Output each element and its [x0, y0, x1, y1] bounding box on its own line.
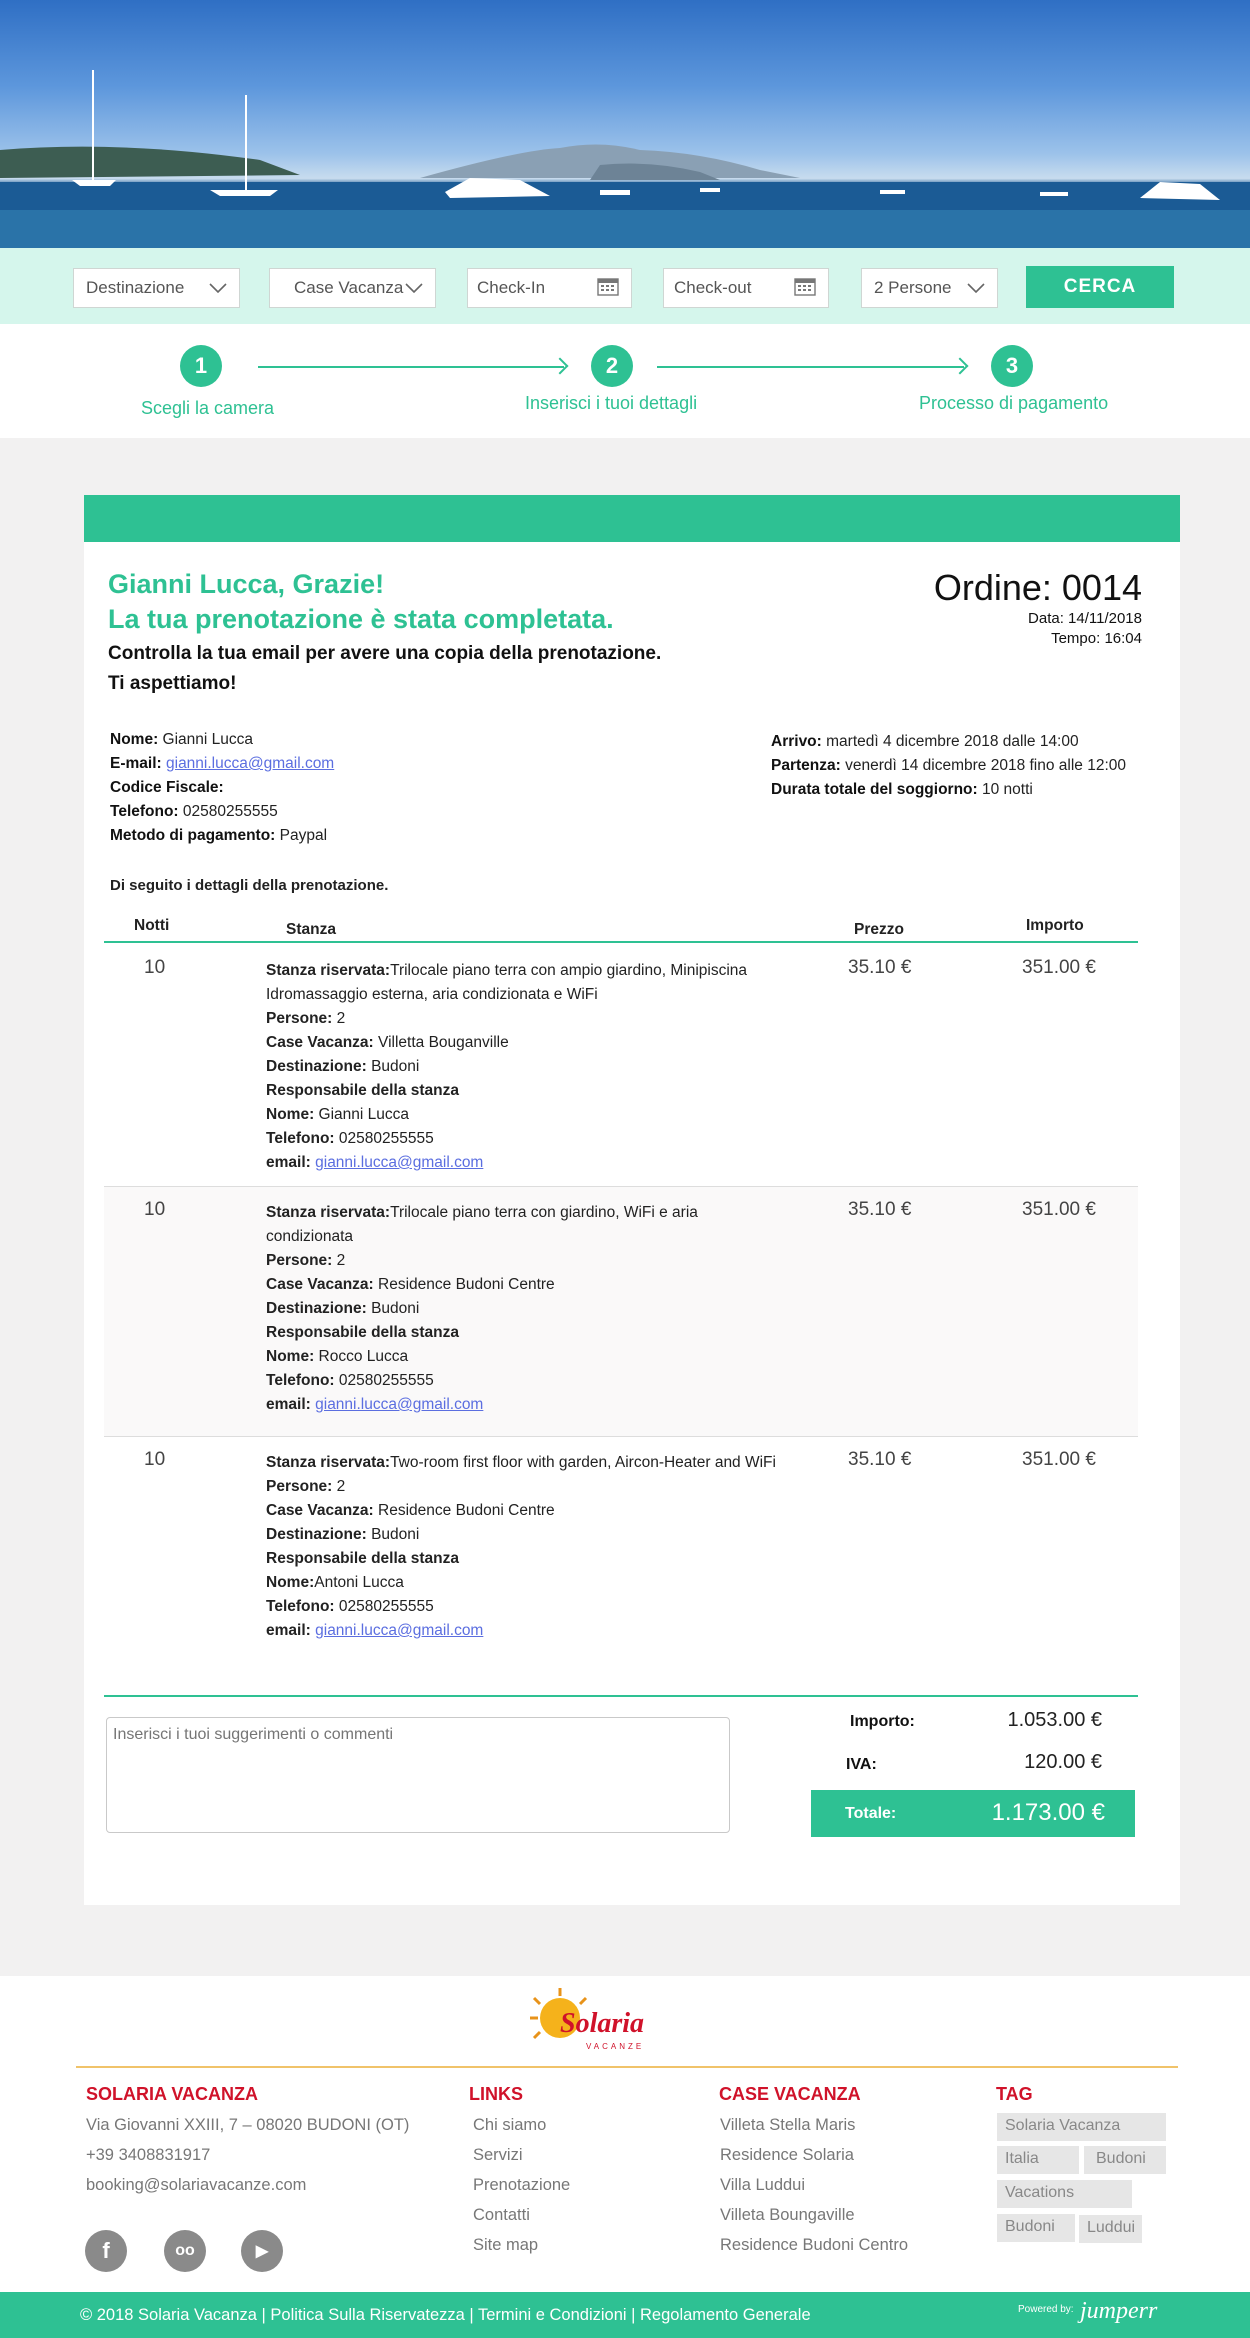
thanks-title: Gianni Lucca, Grazie!: [108, 569, 385, 599]
link-stella-maris[interactable]: Villeta Stella Maris: [720, 2116, 856, 2134]
tag-luddui[interactable]: Luddui: [1079, 2215, 1142, 2243]
link-budoni-centro[interactable]: Residence Budoni Centro: [720, 2236, 909, 2254]
chevron-down-icon: [967, 278, 985, 298]
arrival-date: martedì 4 dicembre 2018 dalle 14:00: [826, 733, 1079, 750]
col-importo: Importo: [1026, 917, 1084, 934]
row-importo: 351.00 €: [1022, 957, 1096, 978]
importo-label: Importo:: [850, 1713, 915, 1730]
link-contatti[interactable]: Contatti: [473, 2206, 530, 2224]
link-servizi[interactable]: Servizi: [473, 2146, 523, 2164]
case-vacanza-label: Case Vacanza: [294, 278, 404, 297]
step-1-circle: 1: [180, 345, 222, 387]
calendar-icon: [597, 276, 619, 301]
footer-col2-title: LINKS: [469, 2084, 523, 2104]
chevron-down-icon: [209, 278, 227, 298]
footer-links: [473, 2110, 570, 2260]
main-area: [0, 438, 1250, 1976]
table-row: [104, 1437, 1138, 1677]
tag-solaria-vacanza[interactable]: Solaria Vacanza: [997, 2113, 1166, 2141]
bottom-bar: [0, 2292, 1250, 2338]
beach-scene: [0, 0, 1250, 248]
importo-value: 1.053.00 €: [1007, 1709, 1102, 1731]
progress-steps: [0, 324, 1250, 438]
comments-textarea[interactable]: [106, 1717, 730, 1833]
destinazione-select[interactable]: [73, 268, 240, 308]
arrow-right-icon: [657, 366, 964, 368]
col-prezzo: Prezzo: [854, 921, 904, 938]
order-date: Data: 14/11/2018: [1028, 610, 1142, 627]
link-chi-siamo[interactable]: Chi siamo: [473, 2116, 547, 2134]
case-vacanza-select[interactable]: [269, 268, 436, 308]
stay-duration: 10 notti: [982, 781, 1033, 798]
table-row: [104, 945, 1138, 1187]
details-title: Di seguito i dettagli della prenotazione.: [110, 877, 389, 894]
totale-value: 1.173.00 €: [991, 1799, 1105, 1826]
row-description: Stanza riservata:Trilocale piano terra con giardino, WiFi e aria condizionata Persone: 2 Case Vacanza: Residence Budoni Centre Destinazione: Budoni Responsabile della stanza Nome: Rocco Lucca Telefono: 02580255555 email: gianni.lucca@gmail.com: [266, 1204, 698, 1413]
confirmation-card: [84, 495, 1180, 1905]
footer-contact: [86, 2110, 409, 2200]
link-boungaville[interactable]: Villeta Boungaville: [720, 2206, 855, 2224]
persone-select[interactable]: [861, 268, 998, 308]
persone-label: 2 Persone: [874, 278, 952, 297]
confirmation-title: [108, 567, 614, 637]
cerca-button[interactable]: CERCA: [1026, 266, 1174, 308]
row-prezzo: 35.10 €: [848, 957, 912, 978]
welcome-note: Ti aspettiamo!: [108, 673, 237, 694]
row-importo: 351.00 €: [1022, 1199, 1096, 1220]
calendar-icon: [794, 276, 816, 301]
destinazione-label: Destinazione: [86, 278, 185, 297]
departure-date: venerdì 14 dicembre 2018 fino alle 12:00: [845, 757, 1127, 774]
logo-subtext: VACANZE: [586, 2042, 645, 2051]
table-header: [104, 917, 1138, 943]
col-stanza: Stanza: [286, 921, 336, 938]
iva-value: 120.00 €: [1024, 1751, 1102, 1773]
room-email-link[interactable]: gianni.lucca@gmail.com: [315, 1622, 484, 1639]
tripadvisor-icon[interactable]: oo: [164, 2230, 206, 2272]
payment-method: Paypal: [279, 827, 328, 844]
checkin-input[interactable]: [467, 268, 632, 308]
row-notti: 10: [144, 1449, 166, 1470]
email[interactable]: booking@solariavacanze.com: [86, 2176, 307, 2194]
footer-divider: [76, 2066, 1178, 2068]
row-notti: 10: [144, 1199, 166, 1220]
footer-case-vacanza: [720, 2110, 908, 2260]
row-importo: 351.00 €: [1022, 1449, 1096, 1470]
copyright-links[interactable]: © 2018 Solaria Vacanza | Politica Sulla Riservatezza | Termini e Condizioni | Regolamento Generale: [80, 2305, 811, 2324]
guest-email-link[interactable]: gianni.lucca@gmail.com: [166, 755, 335, 772]
tag-vacations[interactable]: Vacations: [997, 2180, 1132, 2208]
order-info: [934, 567, 1142, 649]
step-2-label: Inserisci i tuoi dettagli: [525, 393, 698, 413]
guest-name: Gianni Lucca: [162, 731, 254, 748]
link-site-map[interactable]: Site map: [473, 2236, 539, 2254]
confirmation-subtitle: [108, 639, 661, 699]
stay-info: Arrivo: martedì 4 dicembre 2018 dalle 14:00 Partenza: venerdì 14 dicembre 2018 fino alle 12:00 Durata totale del soggiorno: 10 notti: [771, 733, 1127, 798]
footer-col3-title: CASE VACANZA: [719, 2084, 861, 2104]
codice-fiscale-label: Codice Fiscale:: [110, 779, 224, 796]
table-row: [104, 1187, 1138, 1437]
guest-phone: 02580255555: [182, 803, 278, 820]
address: Via Giovanni XXIII, 7 – 08020 BUDONI (OT): [86, 2116, 410, 2134]
order-time: Tempo: 16:04: [1051, 630, 1142, 647]
room-email-link[interactable]: gianni.lucca@gmail.com: [315, 1396, 484, 1413]
row-description: Stanza riservata:Two-room first floor with garden, Aircon-Heater and WiFi Persone: 2 Case Vacanza: Residence Budoni Centre Destinazione: Budoni Responsabile della stanza Nome:Antoni Lucca Telefono: 02580255555 email: gianni.lucca@gmail.com: [266, 1454, 776, 1639]
search-bar: [0, 248, 1250, 324]
tag-budoni-2[interactable]: Budoni: [997, 2214, 1075, 2242]
arrow-right-icon: [258, 366, 564, 368]
powered-by-label: Powered by:: [1018, 2304, 1074, 2315]
link-villa-luddui[interactable]: Villa Luddui: [720, 2176, 806, 2194]
totale-box: [811, 1790, 1135, 1837]
logo-text: Solaria: [560, 2008, 645, 2039]
tag-italia[interactable]: Italia: [997, 2146, 1079, 2174]
email-copy-note: Controlla la tua email per avere una copia della prenotazione.: [108, 643, 662, 664]
link-prenotazione[interactable]: Prenotazione: [473, 2176, 571, 2194]
step-3-circle: 3: [991, 345, 1033, 387]
tag-budoni[interactable]: Budoni: [1084, 2146, 1166, 2174]
table-divider: [104, 1695, 1138, 1697]
row-prezzo: 35.10 €: [848, 1449, 912, 1470]
checkin-placeholder: Check-In: [477, 278, 546, 297]
row-prezzo: 35.10 €: [848, 1199, 912, 1220]
jumperr-logo[interactable]: jumperr: [1080, 2298, 1158, 2324]
link-residence-solaria[interactable]: Residence Solaria: [720, 2146, 854, 2164]
hero-image: [0, 0, 1250, 248]
totale-label: Totale:: [845, 1805, 897, 1822]
checkout-placeholder: Check-out: [674, 278, 752, 297]
card-header-bar: [84, 495, 1180, 542]
completed-title: La tua prenotazione è stata completata.: [108, 604, 614, 634]
checkout-input[interactable]: [663, 268, 829, 308]
col-notti: Notti: [134, 917, 170, 934]
iva-label: IVA:: [846, 1756, 877, 1773]
row-notti: 10: [144, 957, 166, 978]
guest-info: Nome: Gianni Lucca E-mail: gianni.lucca@gmail.com Codice Fiscale: Telefono: 02580255555 Metodo di pagamento: Paypal: [110, 731, 335, 844]
chevron-down-icon: [405, 278, 423, 298]
step-2-circle: 2: [591, 345, 633, 387]
footer-col1-title: SOLARIA VACANZA: [86, 2084, 258, 2104]
step-3-label: Processo di pagamento: [919, 393, 1109, 413]
row-description: Stanza riservata:Trilocale piano terra con ampio giardino, Minipiscina Idromassaggio esterna, aria condizionata e WiFi Persone: 2 Case Vacanza: Villetta Bouganville Destinazione: Budoni Responsabile della stanza Nome: Gianni Lucca Telefono: 02580255555 email: gianni.lucca@gmail.com: [266, 962, 748, 1171]
solaria-logo[interactable]: [520, 1984, 660, 2056]
order-number: Ordine: 0014: [933, 567, 1142, 608]
room-email-link[interactable]: gianni.lucca@gmail.com: [315, 1154, 484, 1171]
youtube-icon[interactable]: ▶: [241, 2230, 283, 2272]
phone[interactable]: +39 3408831917: [86, 2146, 211, 2164]
facebook-icon[interactable]: f: [85, 2230, 127, 2272]
footer: [0, 1976, 1250, 2292]
step-1-label: Scegli la camera: [141, 398, 275, 418]
footer-col4-title: TAG: [996, 2084, 1033, 2104]
